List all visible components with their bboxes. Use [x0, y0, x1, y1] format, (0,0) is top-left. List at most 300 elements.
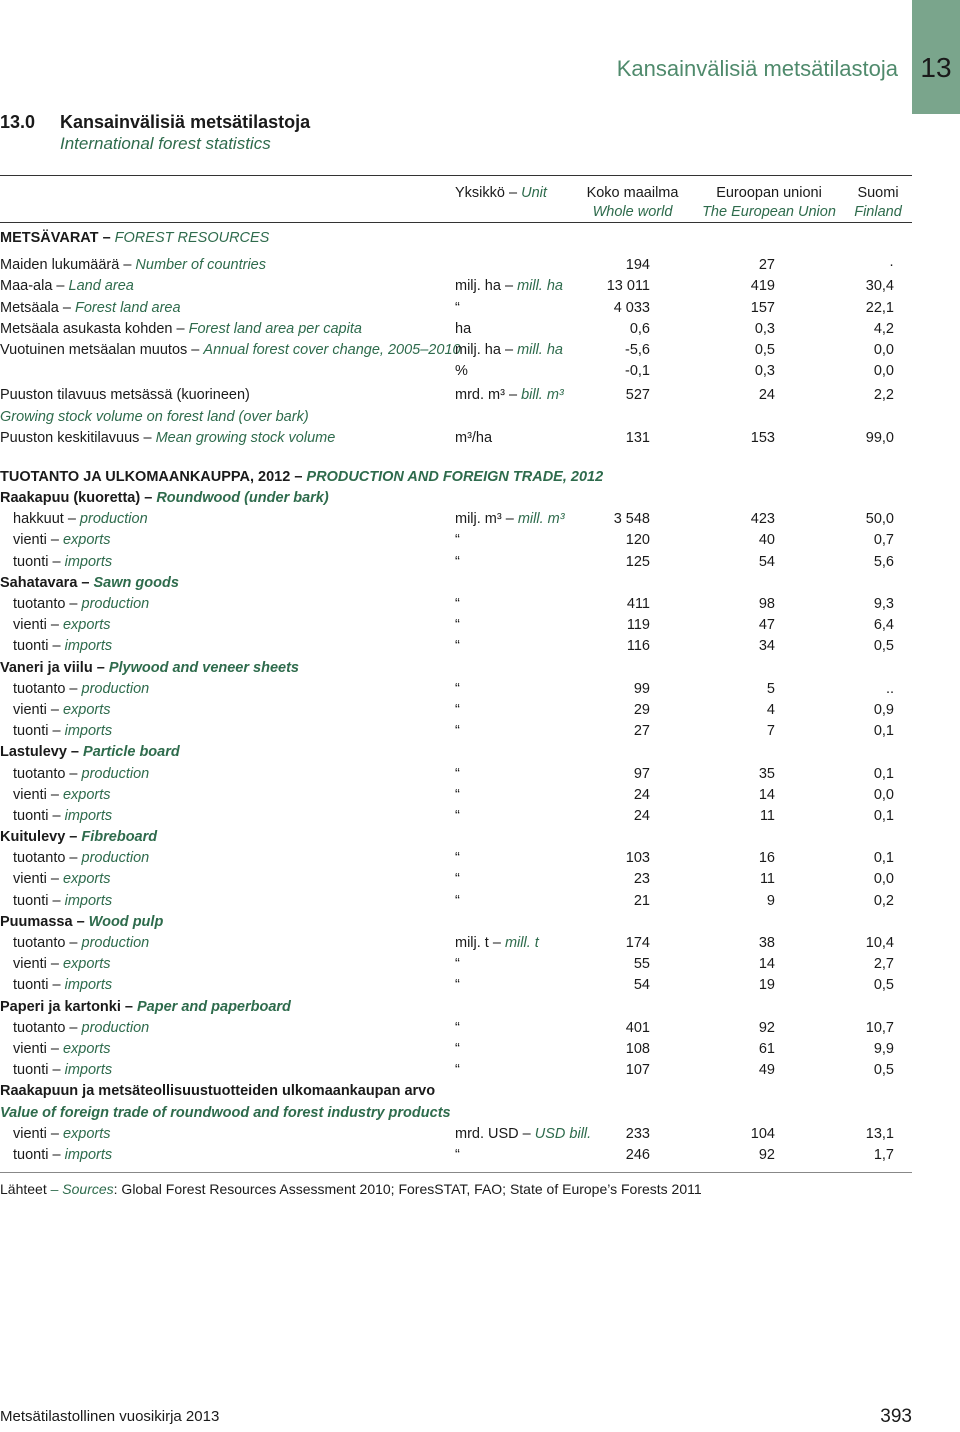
eu-value: 38 — [758, 935, 775, 951]
table-row — [0, 298, 912, 319]
unit-fi: “ — [455, 723, 460, 740]
row-label — [0, 407, 309, 428]
col-unit-fi: Yksikkö — [455, 185, 505, 201]
finland-value: 9,3 — [873, 596, 894, 612]
table-bottom-rule — [0, 1172, 912, 1173]
sources-text: : Global Forest Resources Assessment 2010; ForesSTAT, FAO; State of Europe’s Forests 2011 — [113, 1181, 702, 1197]
world-value: 21 — [633, 892, 650, 909]
table-row — [0, 509, 912, 530]
section-heading-resources-fi: METSÄVARAT – — [0, 230, 111, 246]
unit-fi: milj. ha – — [455, 341, 514, 358]
row-label — [0, 428, 335, 449]
finland-value: 4,2 — [873, 320, 894, 337]
section-title-text: Kansainvälisiä metsätilastoja — [60, 112, 311, 132]
row-label — [13, 1145, 112, 1166]
row-label-en: Mean growing stock volume — [155, 429, 336, 446]
unit-cell — [455, 1145, 460, 1166]
row-label-en: Number of countries — [135, 257, 266, 274]
table-row — [0, 658, 912, 679]
group-heading-fi: Kuitulevy – — [0, 829, 78, 846]
finland-value: 99,0 — [865, 429, 894, 446]
col-eu-en: The European Union — [702, 204, 836, 220]
world-value: 24 — [633, 807, 650, 824]
row-label — [0, 319, 362, 340]
row-label-fi: vienti – — [13, 701, 59, 718]
finland-value: 50,0 — [865, 511, 894, 528]
unit-fi: “ — [455, 701, 460, 718]
world-value: 107 — [625, 1062, 650, 1079]
row-label — [13, 1124, 111, 1145]
world-value: -0,1 — [625, 363, 650, 380]
unit-fi: “ — [455, 1146, 460, 1163]
row-label-en: Forest land area per capita — [188, 320, 362, 337]
unit-cell — [455, 975, 460, 996]
world-value: 246 — [625, 1146, 650, 1163]
finland-value: 0,1 — [873, 723, 894, 740]
row-label-en: Forest land area — [74, 299, 181, 316]
world-value: 174 — [625, 935, 650, 951]
row-label — [13, 785, 111, 806]
group-heading-fi: Sahatavara – — [0, 574, 90, 591]
table-row — [0, 340, 912, 361]
row-label — [13, 869, 111, 890]
row-label-en: production — [81, 765, 150, 782]
row-label-en: production — [81, 850, 150, 867]
row-label-fi: tuonti – — [13, 638, 61, 655]
unit-cell — [455, 891, 460, 912]
row-label-en: production — [81, 935, 150, 951]
trade-heading-fi: Raakapuun ja metsäteollisuustuotteiden ulkomaankaupan arvo — [0, 1083, 436, 1100]
table-row — [0, 407, 912, 428]
world-value: 29 — [633, 701, 650, 718]
unit-fi: “ — [455, 553, 460, 570]
unit-fi: “ — [455, 1062, 460, 1079]
table-row — [0, 806, 912, 827]
eu-value: 9 — [766, 892, 775, 909]
section-title — [0, 112, 310, 133]
table-row — [0, 428, 912, 449]
row-label-en: exports — [62, 1040, 111, 1057]
eu-value: 4 — [766, 701, 775, 718]
unit-cell — [455, 700, 460, 721]
table-row — [0, 385, 912, 406]
finland-value: 0,1 — [873, 765, 894, 782]
group-heading-fi: Raakapuu (kuoretta) – — [0, 490, 153, 507]
world-value: 97 — [633, 765, 650, 782]
group-heading-fi: Vaneri ja viilu – — [0, 659, 105, 676]
finland-value: 13,1 — [865, 1125, 894, 1142]
world-value: 13 011 — [606, 278, 650, 295]
world-value: 99 — [633, 680, 650, 697]
row-label-fi: vienti – — [13, 1040, 59, 1057]
unit-fi: “ — [455, 871, 460, 888]
section-heading-production-fi: TUOTANTO JA ULKOMAANKAUPPA, 2012 – — [0, 468, 303, 485]
eu-value: 34 — [758, 638, 775, 655]
statistics-table — [0, 175, 912, 1173]
unit-cell — [455, 319, 471, 340]
page-number: 393 — [880, 1406, 912, 1427]
eu-value: 423 — [750, 511, 775, 528]
unit-fi: “ — [455, 299, 460, 316]
unit-fi: ha — [455, 320, 472, 337]
unit-cell — [455, 615, 460, 636]
row-label — [0, 255, 266, 276]
row-label-fi: Metsäala – — [0, 299, 71, 316]
row-label-fi: tuonti – — [13, 807, 61, 824]
finland-value: 6,4 — [873, 617, 894, 634]
world-value: 120 — [625, 532, 650, 549]
row-label-fi: tuonti – — [13, 977, 61, 994]
row-label — [13, 530, 111, 551]
row-label-en: exports — [62, 701, 111, 718]
row-label-fi: tuotanto – — [13, 1019, 78, 1036]
table-row — [0, 933, 912, 954]
row-label-en: exports — [62, 956, 111, 973]
row-label — [13, 1060, 112, 1081]
unit-cell — [455, 509, 565, 530]
row-label-fi: Vuotuinen metsäalan muutos – — [0, 341, 200, 358]
world-value: 194 — [625, 257, 650, 274]
group-heading-en: Roundwood (under bark) — [156, 490, 329, 507]
row-label — [13, 615, 111, 636]
world-value: 119 — [626, 617, 650, 634]
unit-fi: “ — [455, 892, 460, 909]
unit-fi: mrd. USD – — [455, 1125, 531, 1142]
row-label-en: exports — [62, 871, 111, 888]
row-label-en: Annual forest cover change, 2005–2010 — [203, 341, 461, 358]
unit-cell — [455, 1018, 460, 1039]
finland-value: 5,6 — [873, 553, 894, 570]
unit-cell — [455, 276, 563, 297]
finland-value: 9,9 — [873, 1040, 894, 1057]
finland-value: 0,7 — [873, 532, 894, 549]
unit-fi: “ — [455, 977, 460, 994]
row-label-en: imports — [64, 977, 113, 994]
finland-value: 10,4 — [865, 935, 894, 951]
table-row — [0, 552, 912, 573]
table-row — [0, 742, 912, 763]
eu-value: 14 — [758, 786, 775, 803]
world-value: 54 — [633, 977, 650, 994]
group-heading-en: Wood pulp — [88, 913, 164, 930]
row-label-fi: tuonti – — [13, 1146, 61, 1163]
row-label — [0, 298, 181, 319]
row-label-en: production — [81, 1019, 150, 1036]
row-label-en: Land area — [68, 278, 134, 295]
row-label-fi: vienti – — [13, 871, 59, 888]
table-row — [0, 848, 912, 869]
col-unit-en: Unit — [521, 185, 547, 201]
row-label-en: imports — [64, 1062, 113, 1079]
eu-value: 61 — [758, 1040, 775, 1057]
unit-en: mill. ha — [517, 278, 563, 295]
table-row — [0, 721, 912, 742]
table-row — [0, 361, 912, 382]
group-heading — [0, 488, 329, 509]
unit-fi: “ — [455, 638, 460, 655]
world-value: 125 — [625, 553, 650, 570]
finland-value: 2,2 — [873, 387, 894, 404]
chapter-number: 13 — [920, 52, 952, 83]
world-value: 116 — [626, 638, 650, 655]
unit-fi: “ — [455, 680, 460, 697]
row-label-en: production — [79, 511, 148, 528]
table-body — [0, 228, 912, 1172]
finland-value: 22,1 — [865, 299, 894, 316]
table-row — [0, 488, 912, 509]
table-row — [0, 1081, 912, 1102]
table-row — [0, 636, 912, 657]
table-row — [0, 1145, 912, 1166]
row-label-en: imports — [64, 553, 113, 570]
unit-fi: mrd. m³ – — [455, 387, 518, 404]
row-label — [13, 764, 149, 785]
world-value: 27 — [633, 723, 650, 740]
finland-value: 0,0 — [873, 363, 894, 380]
unit-cell — [455, 298, 460, 319]
group-heading-fi: Puumassa – — [0, 913, 85, 930]
eu-value: 157 — [750, 299, 775, 316]
unit-cell — [455, 385, 564, 406]
row-label-fi: Puuston tilavuus metsässä (kuorineen) — [0, 387, 250, 404]
group-heading — [0, 827, 157, 848]
finland-value: 0,9 — [873, 701, 894, 718]
eu-value: 47 — [758, 617, 775, 634]
table-row — [0, 467, 912, 488]
table-row — [0, 891, 912, 912]
table-row — [0, 1039, 912, 1060]
table-row — [0, 1166, 912, 1172]
unit-cell — [455, 954, 460, 975]
unit-fi: milj. ha – — [455, 278, 514, 295]
eu-value: 11 — [759, 807, 775, 824]
unit-cell — [455, 1060, 460, 1081]
trade-heading — [0, 1081, 435, 1102]
row-label-fi: tuotanto – — [13, 850, 78, 867]
row-label — [13, 806, 112, 827]
row-label-fi: tuonti – — [13, 723, 61, 740]
col-header-finland — [848, 184, 908, 222]
eu-value: 0,3 — [754, 320, 775, 337]
row-label — [13, 700, 111, 721]
row-label — [13, 891, 112, 912]
row-label-en: imports — [64, 807, 113, 824]
section-heading-resources-en: FOREST RESOURCES — [114, 230, 270, 246]
table-row — [0, 912, 912, 933]
unit-cell — [455, 679, 460, 700]
col-world-en: Whole world — [592, 204, 673, 220]
eu-value: 40 — [758, 532, 775, 549]
col-header-world — [575, 184, 690, 222]
unit-cell — [455, 428, 492, 449]
finland-value: 0,1 — [873, 807, 894, 824]
unit-cell — [455, 764, 460, 785]
row-label-fi: vienti – — [13, 956, 59, 973]
unit-en: mill. m³ — [517, 511, 565, 528]
table-row — [0, 1124, 912, 1145]
unit-cell — [455, 806, 460, 827]
section-number: 13.0 — [0, 112, 36, 132]
unit-fi: “ — [455, 532, 460, 549]
sources-note: Lähteet – Sources: Global Forest Resources Assessment 2010; ForesSTAT, FAO; State of Europe’s Forests 2011 — [0, 1181, 702, 1197]
row-label-en: exports — [62, 786, 111, 803]
chapter-title: Kansainvälisiä metsätilastoja — [616, 56, 898, 81]
row-label — [13, 721, 112, 742]
group-heading-fi: Lastulevy – — [0, 744, 79, 761]
unit-en: mill. t — [504, 935, 539, 951]
eu-value: 92 — [758, 1019, 775, 1036]
eu-value: 54 — [758, 553, 775, 570]
table-row — [0, 700, 912, 721]
finland-value: 0,5 — [873, 638, 894, 655]
unit-cell — [455, 340, 563, 361]
eu-value: 0,3 — [754, 363, 775, 380]
unit-fi: “ — [455, 786, 460, 803]
row-label-en: imports — [64, 723, 113, 740]
trade-heading-en-en: Value of foreign trade of roundwood and forest industry products — [0, 1104, 451, 1121]
row-label-en: imports — [64, 1146, 113, 1163]
finland-value: · — [889, 257, 894, 274]
finland-value: 0,2 — [873, 892, 894, 909]
section-heading-production — [0, 467, 603, 488]
column-headers — [0, 176, 912, 223]
world-value: 23 — [633, 871, 650, 888]
unit-cell — [455, 848, 460, 869]
chapter-number-tab — [912, 0, 960, 114]
publication-name: Metsätilastollinen vuosikirja 2013 — [0, 1408, 220, 1425]
row-label-fi: Metsäala asukasta kohden – — [0, 320, 185, 337]
eu-value: 7 — [766, 723, 775, 740]
row-label-en: production — [81, 596, 150, 612]
finland-value: 0,0 — [873, 871, 894, 888]
table-row — [0, 954, 912, 975]
table-row — [0, 869, 912, 890]
table-row — [0, 255, 912, 276]
table-row — [0, 615, 912, 636]
table-row — [0, 975, 912, 996]
row-label-fi: tuotanto – — [13, 596, 78, 612]
eu-value: 49 — [758, 1062, 775, 1079]
row-label — [0, 340, 461, 361]
unit-cell — [455, 636, 460, 657]
table-row — [0, 764, 912, 785]
finland-value: .. — [885, 680, 894, 697]
table-row — [0, 1060, 912, 1081]
row-label-fi: Puuston keskitilavuus – — [0, 429, 152, 446]
row-label — [13, 933, 149, 954]
row-label — [13, 954, 111, 975]
unit-fi: “ — [455, 1019, 460, 1036]
eu-value: 35 — [758, 765, 775, 782]
finland-value: 0,0 — [873, 341, 894, 358]
table-row — [0, 228, 912, 249]
row-label-fi: Maiden lukumäärä – — [0, 257, 132, 274]
table-row — [0, 1018, 912, 1039]
table-row — [0, 997, 912, 1018]
unit-fi: “ — [455, 596, 460, 612]
section-subtitle: International forest statistics — [60, 134, 271, 153]
unit-fi: “ — [455, 850, 460, 867]
row-label-fi: tuotanto – — [13, 680, 78, 697]
group-heading-en: Paper and paperboard — [137, 998, 291, 1015]
row-label-en: Growing stock volume on forest land (over bark) — [0, 408, 309, 425]
table-row — [0, 827, 912, 848]
table-row — [0, 785, 912, 806]
unit-fi: % — [455, 363, 468, 380]
unit-cell — [455, 933, 539, 954]
unit-fi: “ — [455, 1040, 460, 1057]
finland-value: 2,7 — [873, 956, 894, 973]
row-label — [13, 509, 148, 530]
world-value: 411 — [626, 596, 650, 612]
table-row — [0, 594, 912, 615]
world-value: 3 548 — [613, 511, 650, 528]
world-value: 131 — [625, 429, 650, 446]
table-row — [0, 679, 912, 700]
eu-value: 5 — [766, 680, 775, 697]
world-value: 4 033 — [613, 299, 650, 316]
col-fi-en: Finland — [854, 204, 902, 220]
eu-value: 19 — [758, 977, 775, 994]
row-label-fi: vienti – — [13, 617, 59, 634]
finland-value: 0,5 — [873, 977, 894, 994]
world-value: 401 — [625, 1019, 650, 1036]
world-value: 527 — [625, 387, 650, 404]
row-label-en: exports — [62, 617, 111, 634]
eu-value: 419 — [750, 278, 775, 295]
world-value: 24 — [633, 786, 650, 803]
unit-cell — [455, 530, 460, 551]
unit-fi: “ — [455, 807, 460, 824]
group-heading — [0, 997, 291, 1018]
eu-value: 11 — [759, 871, 775, 888]
unit-fi: milj. t – — [455, 935, 501, 951]
unit-cell — [455, 552, 460, 573]
group-heading-en: Plywood and veneer sheets — [108, 659, 299, 676]
world-value: 103 — [625, 850, 650, 867]
row-label — [13, 552, 112, 573]
trade-heading-en — [0, 1103, 451, 1124]
eu-value: 16 — [758, 850, 775, 867]
table-row — [0, 276, 912, 297]
row-label — [0, 385, 250, 406]
row-label-en: imports — [64, 638, 113, 655]
unit-cell — [455, 361, 468, 382]
group-heading — [0, 742, 180, 763]
col-eu-fi: Euroopan unioni — [716, 185, 822, 201]
row-label-en: production — [81, 680, 150, 697]
eu-value: 14 — [758, 956, 775, 973]
world-value: 55 — [633, 956, 650, 973]
unit-fi: “ — [455, 617, 460, 634]
finland-value: 10,7 — [865, 1019, 894, 1036]
row-label-fi: tuonti – — [13, 553, 61, 570]
eu-value: 104 — [750, 1125, 775, 1142]
row-label-fi: vienti – — [13, 532, 59, 549]
eu-value: 98 — [758, 596, 775, 612]
unit-en: bill. m³ — [521, 387, 564, 404]
group-heading — [0, 573, 179, 594]
row-label — [13, 679, 149, 700]
row-label — [13, 975, 112, 996]
eu-value: 27 — [758, 257, 775, 274]
row-label-en: exports — [62, 532, 111, 549]
unit-cell — [455, 869, 460, 890]
world-value: 108 — [625, 1040, 650, 1057]
row-label — [0, 276, 134, 297]
world-value: 0,6 — [629, 320, 650, 337]
row-label-fi: vienti – — [13, 1125, 59, 1142]
